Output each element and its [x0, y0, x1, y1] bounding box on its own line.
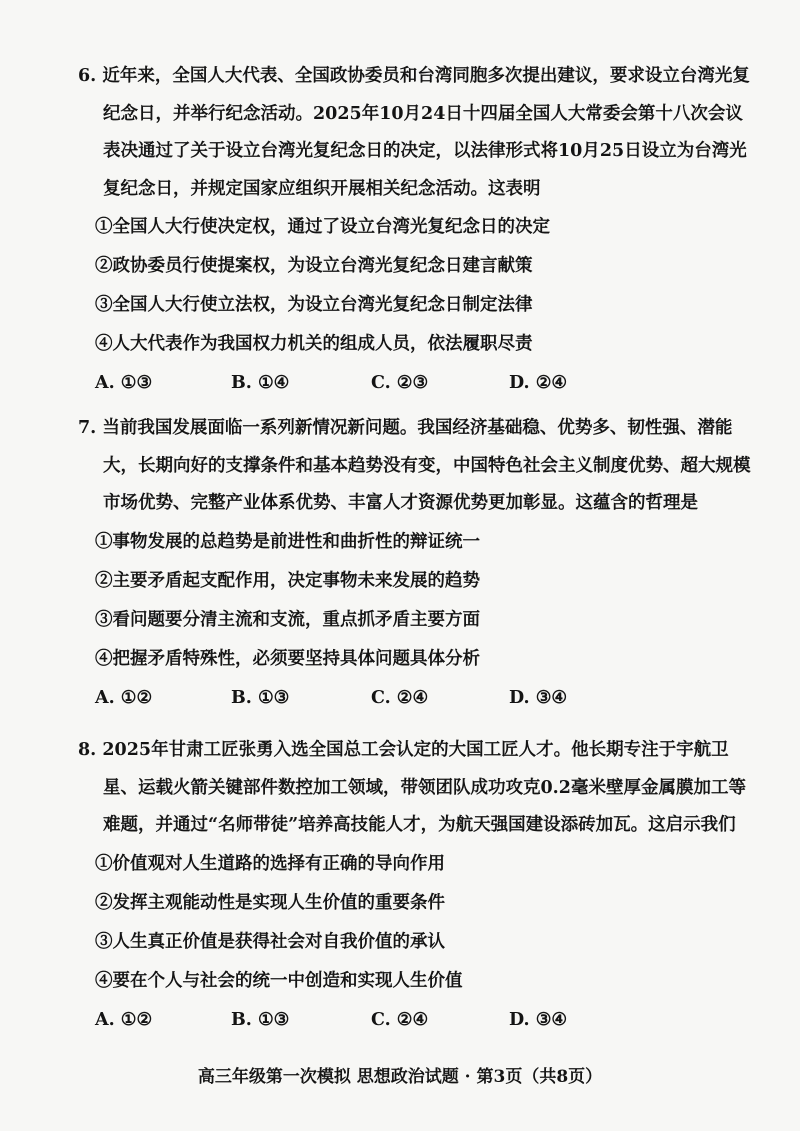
question-8 — [78, 732, 758, 1039]
page-footer: 高三年级第一次模拟 思想政治试题 · 第3页（共8页） — [197, 1067, 603, 1087]
statement-option: ②政协委员行使提案权，为设立台湾光复纪念日建言献策 — [95, 256, 533, 276]
choice-a: A. ①② — [95, 687, 153, 708]
choice-c: C. ②③ — [371, 373, 429, 393]
choice-d: D. ③④ — [509, 1009, 568, 1030]
question-stem: 6. 近年来，全国人大代表、全国政协委员和台湾同胞多次提出建议，要求设立台湾光复纪念日，并举行纪念活动。2025年10月24日十四届全国人大常委会第十八次会议表决通过了关于设立台湾光复纪念日的决定，以法律形式将10月25日设立为台湾光复纪念日，并规定国家应组织开展相关纪念活动。这表明 — [78, 66, 750, 199]
statement-option: ②主要矛盾起支配作用，决定事物未来发展的趋势 — [95, 570, 480, 591]
choice-b: B. ①③ — [231, 687, 290, 708]
answer-choices — [95, 679, 775, 717]
answer-choices — [95, 1001, 775, 1039]
question-7 — [78, 410, 758, 717]
answer-choices — [95, 364, 775, 402]
question-stem: 7. 当前我国发展面临一系列新情况新问题。我国经济基础稳、优势多、韧性强、潜能大，长期向好的支撑条件和基本趋势没有变，中国特色社会主义制度优势、超大规模市场优势、完整产业体系优势、丰富人才资源优势更加彰显。这蕴含的哲理是 — [78, 418, 751, 513]
choice-b: B. ①④ — [231, 373, 290, 393]
statement-option: ①价值观对人生道路的选择有正确的导向作用 — [95, 853, 445, 874]
statement-option: ③人生真正价值是获得社会对自我价值的承认 — [95, 931, 445, 952]
choice-c: C. ②④ — [371, 687, 429, 708]
question-stem: 8. 2025年甘肃工匠张勇入选全国总工会认定的大国工匠人才。他长期专注于宇航卫星、运载火箭关键部件数控加工领域，带领团队成功攻克0.2毫米壁厚金属膜加工等难题，并通过“名师带徒”培养高技能人才，为航天强国建设添砖加瓦。这启示我们 — [78, 740, 746, 835]
question-6 — [78, 58, 758, 402]
choice-b: B. ①③ — [231, 1009, 290, 1030]
statement-option: ①事物发展的总趋势是前进性和曲折性的辩证统一 — [95, 531, 480, 552]
choice-a: A. ①② — [95, 1009, 153, 1030]
statement-option: ④把握矛盾特殊性，必须要坚持具体问题具体分析 — [95, 648, 480, 669]
statement-option: ③全国人大行使立法权，为设立台湾光复纪念日制定法律 — [95, 295, 533, 315]
statement-option: ④要在个人与社会的统一中创造和实现人生价值 — [95, 970, 463, 991]
statement-option: ①全国人大行使决定权，通过了设立台湾光复纪念日的决定 — [95, 217, 550, 237]
statement-option: ③看问题要分清主流和支流，重点抓矛盾主要方面 — [95, 609, 480, 630]
choice-d: D. ③④ — [509, 687, 568, 708]
statement-option: ②发挥主观能动性是实现人生价值的重要条件 — [95, 892, 445, 913]
statement-option: ④人大代表作为我国权力机关的组成人员，依法履职尽责 — [95, 334, 533, 354]
choice-a: A. ①③ — [95, 373, 153, 393]
choice-c: C. ②④ — [371, 1009, 429, 1030]
choice-d: D. ②④ — [509, 373, 568, 393]
